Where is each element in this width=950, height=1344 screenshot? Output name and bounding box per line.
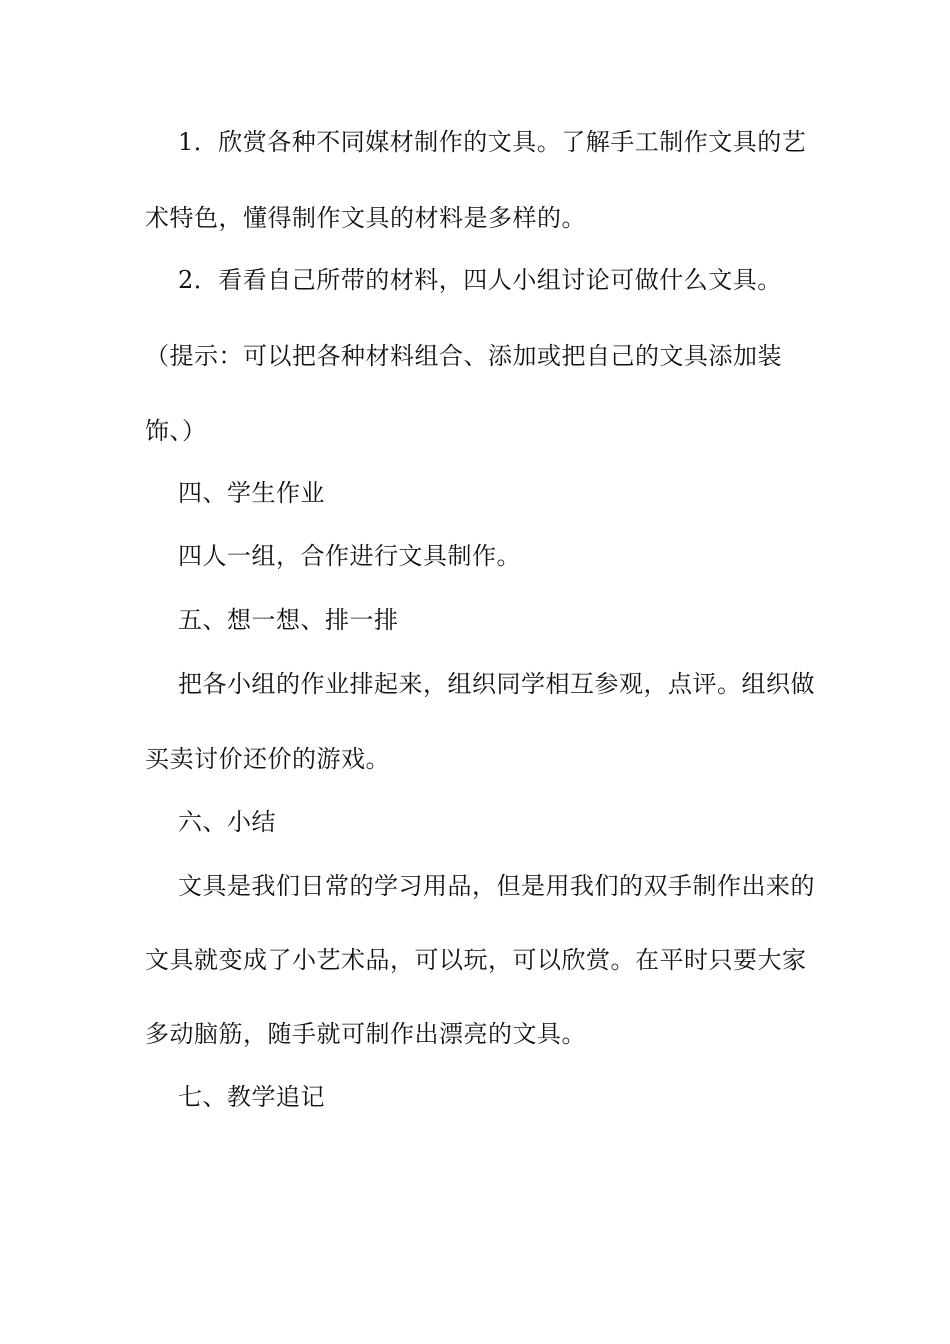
hint-line-1: （提示：可以把各种材料组合、添加或把自己的文具添加装 xyxy=(145,342,782,370)
item-2-line-1: 2．看看自己所带的材料，四人小组讨论可做什么文具。 xyxy=(178,266,782,294)
section-5-body-line-2: 买卖讨价还价的游戏。 xyxy=(145,745,390,773)
hint-line-2: 饰、） xyxy=(145,417,207,445)
section-6-heading: 六、小结 xyxy=(178,808,276,836)
section-7-heading: 七、教学追记 xyxy=(178,1083,325,1111)
item-1-line-2: 术特色，懂得制作文具的材料是多样的。 xyxy=(145,204,586,232)
section-6-body-line-1: 文具是我们日常的学习用品，但是用我们的双手制作出来的 xyxy=(178,872,815,900)
section-6-body-line-3: 多动脑筋，随手就可制作出漂亮的文具。 xyxy=(145,1020,586,1048)
section-6-body-line-2: 文具就变成了小艺术品，可以玩，可以欣赏。在平时只要大家 xyxy=(145,946,807,974)
section-5-body-line-1: 把各小组的作业排起来，组织同学相互参观，点评。组织做 xyxy=(178,670,815,698)
section-5-heading: 五、想一想、排一排 xyxy=(178,606,399,634)
section-4-heading: 四、学生作业 xyxy=(178,479,325,507)
item-1-line-1: 1．欣赏各种不同媒材制作的文具。了解手工制作文具的艺 xyxy=(178,128,807,156)
section-4-body: 四人一组，合作进行文具制作。 xyxy=(178,542,521,570)
